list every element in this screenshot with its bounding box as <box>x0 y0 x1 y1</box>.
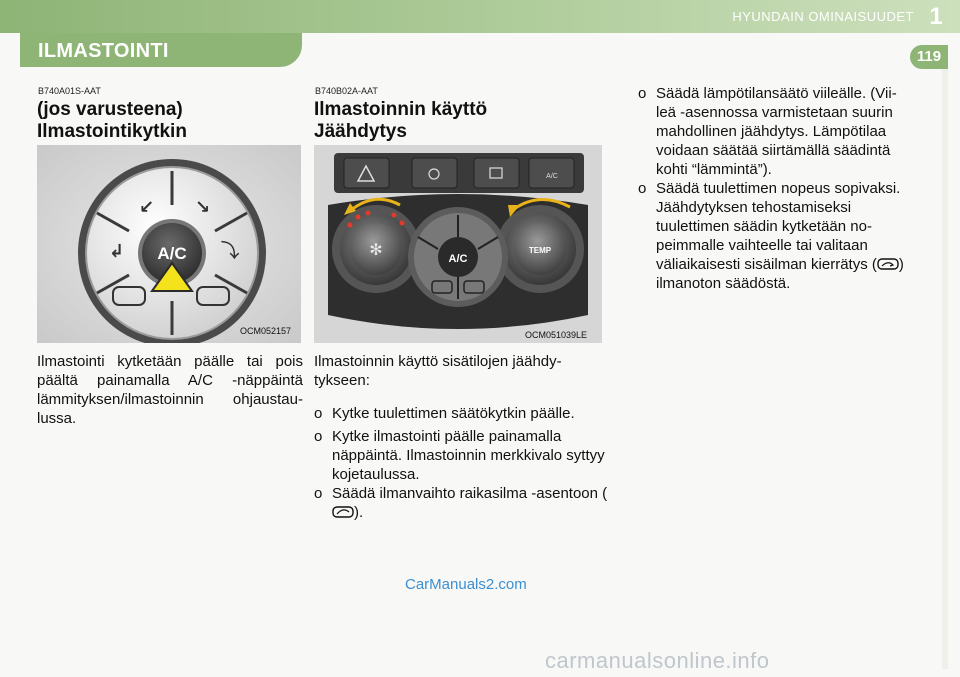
bullet-marker: o <box>314 405 323 422</box>
reference-code: B740A01S-AAT <box>38 86 101 96</box>
cooling-steps-continued <box>638 84 908 293</box>
climate-panel-illustration <box>314 145 602 343</box>
temp-label: TEMP <box>528 246 552 255</box>
list-item <box>314 427 608 484</box>
list-item-text: Kytke ilmastointi päälle painamalla näppäintä. Ilmastoinnin merkkivalo syttyy kojetaulussa. <box>332 428 605 483</box>
chapter-number: 1 <box>929 3 943 30</box>
fan-icon: ✻ <box>369 240 383 259</box>
footer-watermark: carmanualsonline.info <box>545 648 770 673</box>
list-item <box>638 179 908 293</box>
watermark-link[interactable]: CarManuals2.com <box>405 576 527 593</box>
photo-caption: OCM052157 <box>240 326 292 336</box>
list-item-text: Kytke tuulettimen säätökytkin päälle. <box>332 405 575 422</box>
cooling-steps <box>314 404 608 522</box>
fresh-air-icon <box>332 506 354 518</box>
vent-bilevel-icon: ↘ <box>195 197 211 218</box>
page-number: 119 <box>910 45 948 69</box>
heading-optional: (jos varusteena) <box>37 99 183 120</box>
vent-face-icon: ↙ <box>139 197 155 218</box>
ac-button-label: A/C <box>157 244 187 263</box>
ac-switch-illustration <box>37 145 301 343</box>
list-item-text: Säädä ilmanvaihto raikasilma -asentoon ( <box>332 485 608 502</box>
list-item <box>314 404 608 423</box>
climate-panel-photo <box>314 145 602 343</box>
margin-bar <box>942 69 948 669</box>
section-title: ILMASTOINTI <box>38 40 169 62</box>
recirc-ac-label: A/C <box>546 173 558 180</box>
list-item-suffix: ) ilmanoton säädöstä. <box>656 256 904 292</box>
bullet-marker: o <box>638 85 647 102</box>
ac-button-label: A/C <box>448 253 468 265</box>
ac-switch-photo <box>37 145 301 343</box>
ac-switch-description: Ilmastointi kytketään päälle tai pois päältä painamalla A/C -näppäintä lämmityksen/ilmastoinnin ohjaustaulussa. <box>37 353 303 427</box>
heading-cooling: Jäähdytys <box>314 121 407 142</box>
heading-ac-use: Ilmastoinnin käyttö <box>314 99 488 120</box>
list-item <box>314 484 608 522</box>
heading-ac-switch: Ilmastointikytkin <box>37 121 187 142</box>
reference-code: B740B02A-AAT <box>315 86 378 96</box>
recirc-icon <box>877 258 899 270</box>
list-item-text: Säädä lämpötilansäätö viileälle. (Viileä -asennossa varmistetaan suurin mahdollinen jäähdytys. Lämpötilaa voidaan säätää siirtämällä säädintä kohti “lämmintä”). <box>656 85 897 178</box>
photo-caption: OCM051039LE <box>525 330 588 340</box>
list-item-text: Säädä tuulettimen nopeus sopivaksi. Jäähdytyksen tehostamiseksi tuulettimen säädin kytketään nopeimmalle vaihteelle tai valitaan väliaikaisesti sisäilman kierrätys ( <box>656 180 901 273</box>
bullet-marker: o <box>314 428 323 445</box>
bullet-marker: o <box>638 180 647 197</box>
bullet-marker: o <box>314 485 323 502</box>
cooling-intro: Ilmastoinnin käyttö sisätilojen jäähdytykseen: <box>314 353 562 389</box>
chapter-label: HYUNDAIN OMINAISUUDET <box>732 9 914 24</box>
defrost-floor-icon: ⤵ <box>221 241 239 262</box>
list-item-suffix: ). <box>354 504 364 521</box>
vent-floor-icon: ↲ <box>109 241 125 262</box>
list-item <box>638 84 908 179</box>
